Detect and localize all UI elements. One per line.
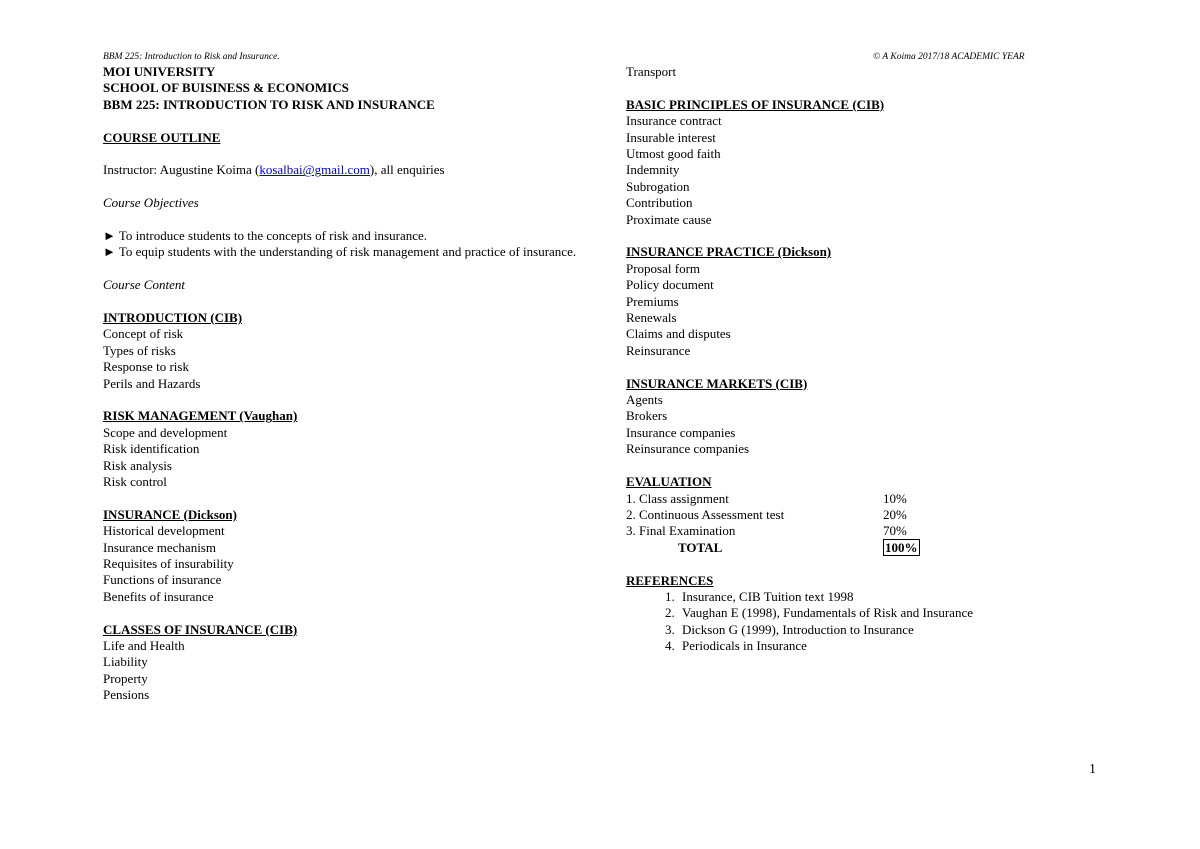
evaluation-total-label: TOTAL	[678, 539, 723, 555]
evaluation-value: 70%	[883, 523, 907, 539]
school-name: SCHOOL OF BUISINESS & ECONOMICS	[103, 80, 349, 96]
running-header-left: BBM 225: Introduction to Risk and Insurance.	[103, 52, 280, 62]
section-heading-insurance-practice: INSURANCE PRACTICE (Dickson)	[626, 244, 832, 260]
evaluation-total-value: 100%	[885, 539, 918, 555]
instructor-prefix: Instructor: Augustine Koima (	[103, 162, 260, 178]
running-header-right: © A Koima 2017/18 ACADEMIC YEAR	[873, 52, 1025, 62]
right-column	[626, 64, 1126, 655]
list-item: Utmost good faith	[626, 146, 721, 162]
section-heading-classes-of-insurance: CLASSES OF INSURANCE (CIB)	[103, 621, 298, 637]
list-item: Historical development	[103, 523, 225, 539]
list-item: Insurance contract	[626, 113, 722, 129]
list-item: Insurance companies	[626, 424, 736, 440]
evaluation-label: 2. Continuous Assessment test	[626, 506, 785, 522]
reference-item: 3. Dickson G (1999), Introduction to Insurance	[678, 622, 1126, 638]
course-outline-heading: COURSE OUTLINE	[103, 129, 221, 145]
reference-item: 2. Vaughan E (1998), Fundamentals of Risk and Insurance	[678, 605, 1126, 621]
evaluation-total-row	[626, 540, 1126, 556]
list-item: Scope and development	[103, 424, 228, 440]
course-title: BBM 225: INTRODUCTION TO RISK AND INSURANCE	[103, 96, 435, 112]
list-item: Insurable interest	[626, 129, 716, 145]
list-item: Functions of insurance	[103, 572, 222, 588]
content-heading: Course Content	[103, 277, 185, 293]
list-item: Property	[103, 670, 148, 686]
list-item: Reinsurance	[626, 342, 691, 358]
instructor-suffix: ), all enquiries	[369, 162, 445, 178]
list-item: Life and Health	[103, 638, 185, 654]
left-column	[103, 64, 583, 704]
objective-item: ► To equip students with the understanding of risk management and practice of insurance.	[103, 244, 577, 260]
list-item: Concept of risk	[103, 326, 184, 342]
list-item: Risk control	[103, 474, 167, 490]
list-item: Transport	[626, 64, 677, 79]
list-item: Response to risk	[103, 359, 189, 375]
list-item: Risk analysis	[103, 457, 172, 473]
list-item: Subrogation	[626, 178, 690, 194]
list-item: Liability	[103, 654, 148, 670]
list-item: Agents	[626, 392, 663, 408]
section-heading-insurance: INSURANCE (Dickson)	[103, 506, 237, 522]
section-heading-insurance-markets: INSURANCE MARKETS (CIB)	[626, 375, 808, 391]
evaluation-value: 10%	[883, 490, 907, 506]
list-item: Perils and Hazards	[103, 375, 201, 391]
list-item: Indemnity	[626, 162, 680, 178]
list-item: Requisites of insurability	[103, 556, 234, 572]
list-item: Claims and disputes	[626, 326, 731, 342]
section-heading-introduction: INTRODUCTION (CIB)	[103, 310, 243, 325]
instructor-email-link[interactable]: kosalbai@gmail.com	[259, 162, 370, 178]
list-item: Proximate cause	[626, 211, 712, 227]
evaluation-label: 1. Class assignment	[626, 490, 729, 506]
objective-item: ► To introduce students to the concepts of risk and insurance.	[103, 228, 428, 243]
list-item: Reinsurance companies	[626, 441, 750, 457]
list-item: Insurance mechanism	[103, 539, 216, 555]
evaluation-label: 3. Final Examination	[626, 523, 736, 539]
list-item: Proposal form	[626, 260, 701, 276]
list-item: Risk identification	[103, 441, 200, 457]
list-item: Premiums	[626, 293, 679, 309]
reference-item: 1. Insurance, CIB Tuition text 1998	[678, 589, 1126, 605]
evaluation-row	[626, 491, 1126, 507]
evaluation-row	[626, 507, 1126, 523]
evaluation-heading: EVALUATION	[626, 474, 712, 490]
evaluation-value: 20%	[883, 506, 907, 522]
reference-item: 4. Periodicals in Insurance	[678, 638, 1126, 654]
evaluation-row	[626, 523, 1126, 539]
university-name: MOI UNIVERSITY	[103, 64, 216, 79]
list-item: Types of risks	[103, 342, 176, 358]
objectives-heading: Course Objectives	[103, 195, 199, 211]
references-heading: REFERENCES	[626, 572, 714, 588]
instructor-line	[103, 162, 583, 178]
list-item: Policy document	[626, 277, 714, 293]
section-heading-risk-management: RISK MANAGEMENT (Vaughan)	[103, 408, 298, 424]
list-item: Benefits of insurance	[103, 588, 214, 604]
list-item: Brokers	[626, 408, 668, 424]
section-heading-basic-principles: BASIC PRINCIPLES OF INSURANCE (CIB)	[626, 96, 885, 112]
references-list	[626, 589, 1126, 655]
page-number: 1	[1089, 762, 1096, 777]
list-item: Pensions	[103, 687, 150, 703]
list-item: Contribution	[626, 195, 693, 211]
list-item: Renewals	[626, 310, 677, 326]
